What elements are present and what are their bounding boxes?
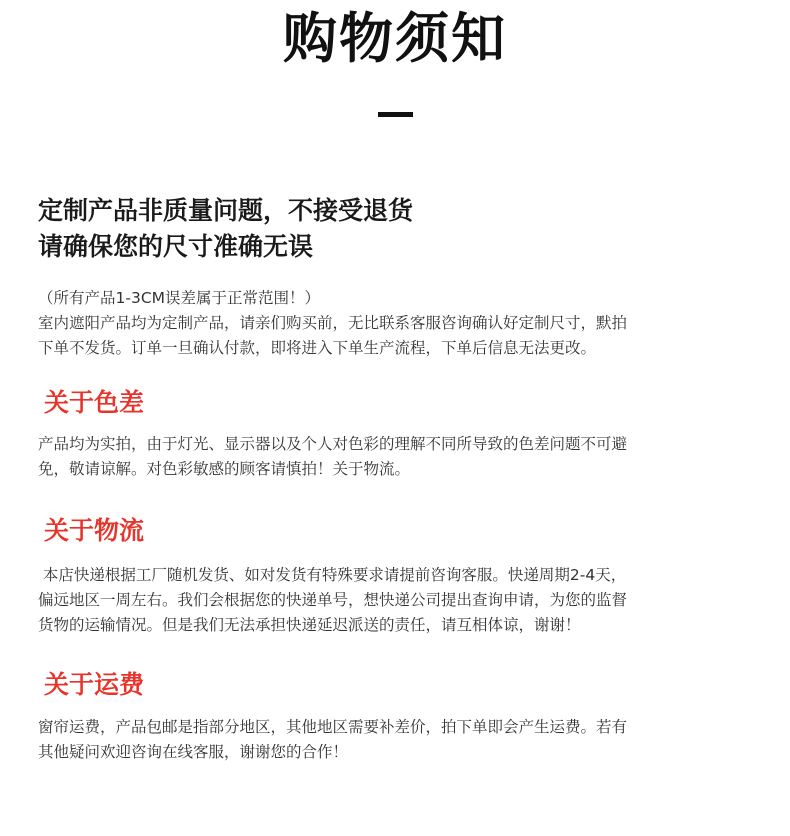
title-divider xyxy=(378,112,413,117)
section-title-color-difference: 关于色差 xyxy=(44,388,145,417)
section-line: 免，敬请谅解。对色彩敏感的顾客请慎拍！关于物流。 xyxy=(38,460,411,478)
section-line: 本店快递根据工厂随机发货、如对发货有特殊要求请提前咨询客服。快递周期2-4天， xyxy=(38,566,627,584)
intro-line-2: 室内遮阳产品均为定制产品，请亲们购买前，无比联系客服咨询确认好定制尺寸，默拍 xyxy=(38,314,628,332)
section-line: 窗帘运费，产品包邮是指部分地区，其他地区需要补差价，拍下单即会产生运费。若有 xyxy=(38,718,628,736)
headline-line-2: 请确保您的尺寸准确无误 xyxy=(38,232,314,261)
intro-paragraph xyxy=(38,286,758,361)
headline-line-1: 定制产品非质量问题，不接受退货 xyxy=(38,196,414,225)
intro-line-1: （所有产品1-3CM误差属于正常范围！） xyxy=(38,289,321,307)
section-line: 货物的运输情况。但是我们无法承担快递延迟派送的责任，请互相体谅，谢谢！ xyxy=(38,616,581,634)
section-body-shipping-fee xyxy=(38,715,758,765)
section-title-logistics: 关于物流 xyxy=(44,516,145,545)
section-body-logistics xyxy=(38,563,758,638)
section-line: 偏远地区一周左右。我们会根据您的快递单号，想快递公司提出查询申请，为您的监督 xyxy=(38,591,628,609)
page-title: 购物须知 xyxy=(283,7,507,70)
section-line: 产品均为实拍，由于灯光、显示器以及个人对色彩的理解不同所导致的色差问题不可避 xyxy=(38,435,628,453)
intro-line-3: 下单不发货。订单一旦确认付款，即将进入下单生产流程，下单后信息无法更改。 xyxy=(38,339,597,357)
section-line: 其他疑问欢迎咨询在线客服，谢谢您的合作！ xyxy=(38,743,349,761)
section-body-color-difference xyxy=(38,432,758,482)
section-title-shipping-fee: 关于运费 xyxy=(44,670,145,699)
headline-notice xyxy=(38,193,758,265)
